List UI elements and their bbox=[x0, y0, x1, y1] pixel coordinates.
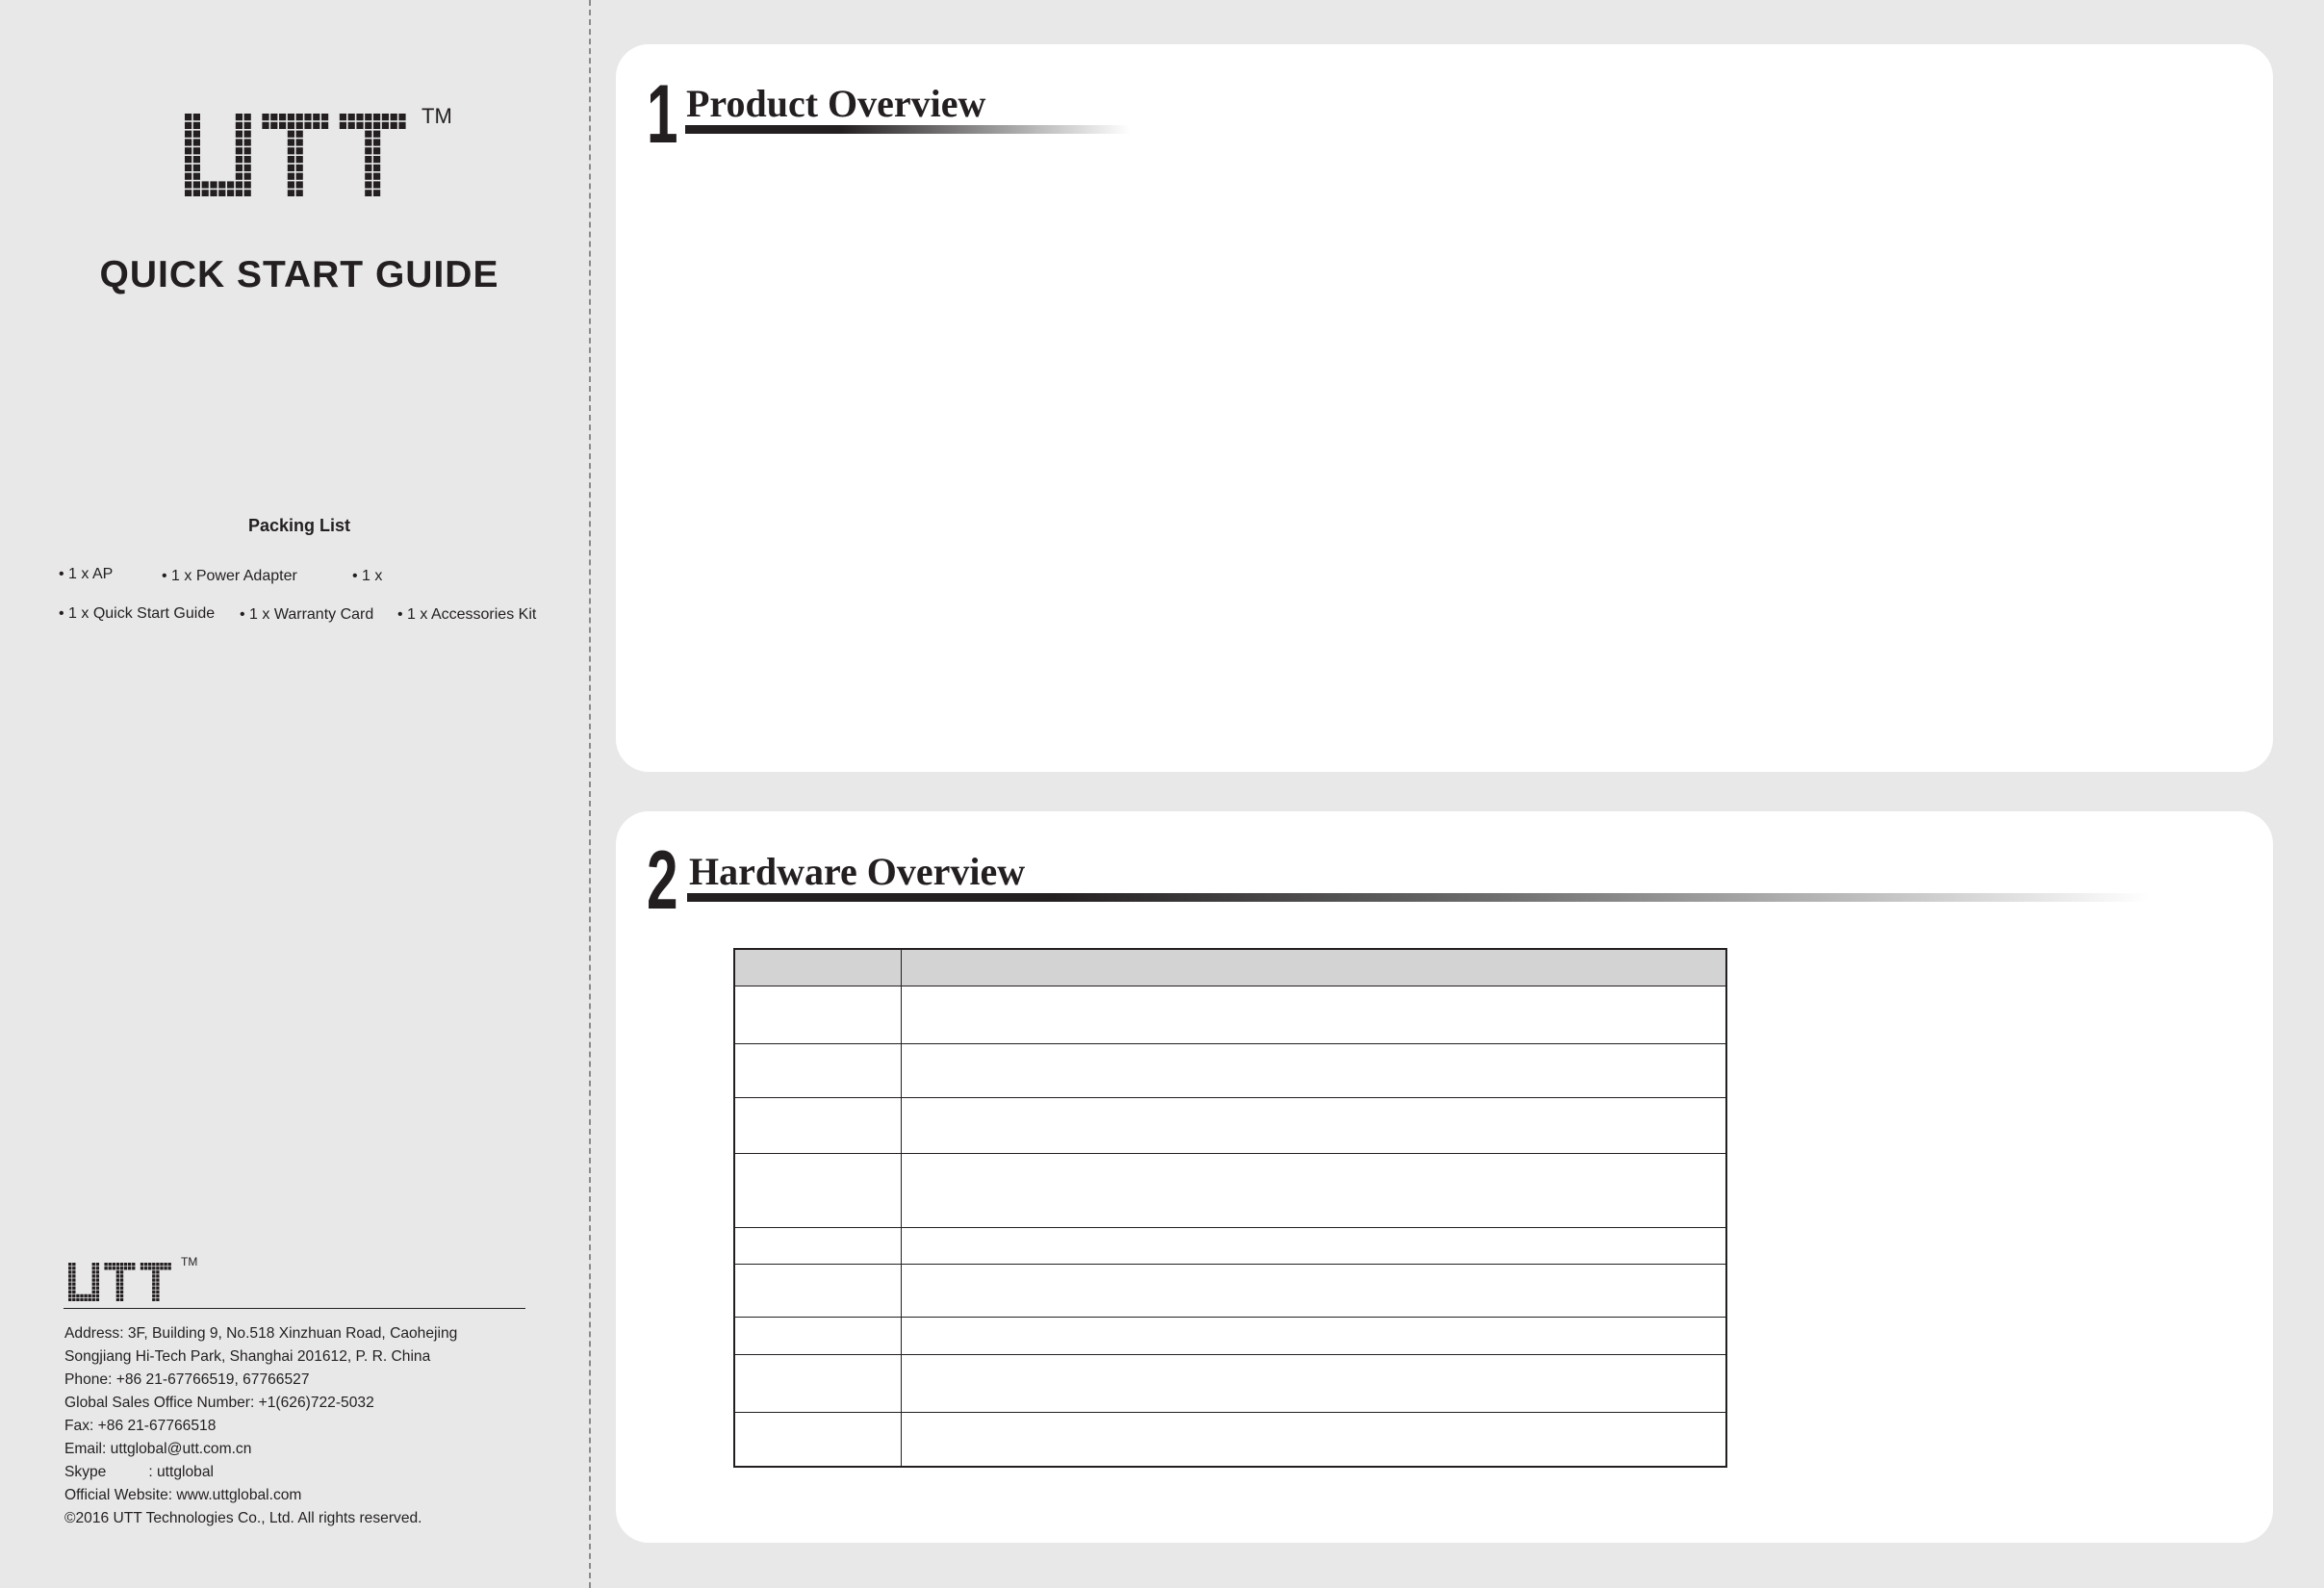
sales-office-line: Global Sales Office Number: +1(626)722-5032 bbox=[64, 1395, 374, 1411]
table-row bbox=[734, 1098, 1726, 1154]
packing-item: • 1 x Quick Start Guide bbox=[59, 605, 216, 622]
section-number-1: 1 bbox=[647, 68, 677, 161]
section-underline-2 bbox=[687, 893, 2150, 902]
table-cell bbox=[902, 1265, 1727, 1318]
section-title-1: Product Overview bbox=[686, 82, 986, 125]
fax-line: Fax: +86 21-67766518 bbox=[64, 1418, 217, 1434]
table-header-cell bbox=[902, 949, 1727, 986]
table-row bbox=[734, 1355, 1726, 1413]
table-row bbox=[734, 1228, 1726, 1265]
table-cell bbox=[734, 1265, 902, 1318]
table-cell bbox=[734, 1154, 902, 1228]
contact-block bbox=[64, 1322, 457, 1530]
utt-logo-small bbox=[64, 1263, 177, 1301]
email-line: Email: uttglobal@utt.com.cn bbox=[64, 1441, 252, 1457]
skype-value: : uttglobal bbox=[148, 1464, 214, 1480]
table-cell bbox=[734, 1413, 902, 1467]
section-title-2: Hardware Overview bbox=[689, 850, 1026, 893]
table-cell bbox=[734, 1044, 902, 1098]
hardware-table bbox=[733, 948, 1727, 1468]
packing-item: • 1 x bbox=[352, 568, 383, 584]
table-cell bbox=[902, 1355, 1727, 1413]
packing-item: • 1 x Warranty Card bbox=[240, 606, 374, 623]
trademark-mark: TM bbox=[421, 104, 452, 128]
address-line-1: Address: 3F, Building 9, No.518 Xinzhuan Road, Caohejing bbox=[64, 1325, 458, 1342]
section-number-2: 2 bbox=[647, 834, 677, 927]
phone-line: Phone: +86 21-67766519, 67766527 bbox=[64, 1371, 310, 1388]
table-cell bbox=[734, 1098, 902, 1154]
address-divider bbox=[64, 1308, 525, 1309]
cover-panel bbox=[0, 0, 589, 1588]
table-header-cell bbox=[734, 949, 902, 986]
table-cell bbox=[734, 1318, 902, 1355]
table-cell bbox=[902, 1413, 1727, 1467]
table-cell bbox=[734, 986, 902, 1044]
skype-label: Skype bbox=[64, 1464, 107, 1480]
copyright-line: ©2016 UTT Technologies Co., Ltd. All rights reserved. bbox=[64, 1510, 422, 1526]
packing-list-title: Packing List bbox=[247, 516, 351, 535]
table-cell bbox=[734, 1228, 902, 1265]
table-row bbox=[734, 986, 1726, 1044]
trademark-mark-small: TM bbox=[181, 1255, 198, 1268]
packing-item: • 1 x AP bbox=[59, 566, 114, 582]
table-cell bbox=[734, 1355, 902, 1413]
table-row bbox=[734, 1265, 1726, 1318]
address-line-2: Songjiang Hi-Tech Park, Shanghai 201612, P. R. China bbox=[64, 1348, 431, 1365]
table-row bbox=[734, 1044, 1726, 1098]
table-cell bbox=[902, 1044, 1727, 1098]
table-header-row bbox=[734, 949, 1726, 986]
guide-title: QUICK START GUIDE bbox=[99, 254, 499, 295]
table-cell bbox=[902, 1228, 1727, 1265]
product-overview-card bbox=[616, 44, 2273, 772]
table-cell bbox=[902, 986, 1727, 1044]
section-underline-1 bbox=[685, 125, 1130, 134]
table-cell bbox=[902, 1318, 1727, 1355]
table-cell bbox=[902, 1098, 1727, 1154]
table-row bbox=[734, 1154, 1726, 1228]
packing-item: • 1 x Power Adapter bbox=[162, 568, 297, 584]
table-row bbox=[734, 1318, 1726, 1355]
packing-item: • 1 x Accessories Kit bbox=[397, 606, 537, 623]
skype-line bbox=[64, 1461, 457, 1484]
fold-line bbox=[589, 0, 591, 1588]
table-cell bbox=[902, 1154, 1727, 1228]
utt-logo bbox=[185, 114, 408, 196]
table-row bbox=[734, 1413, 1726, 1467]
website-line: Official Website: www.uttglobal.com bbox=[64, 1487, 302, 1503]
